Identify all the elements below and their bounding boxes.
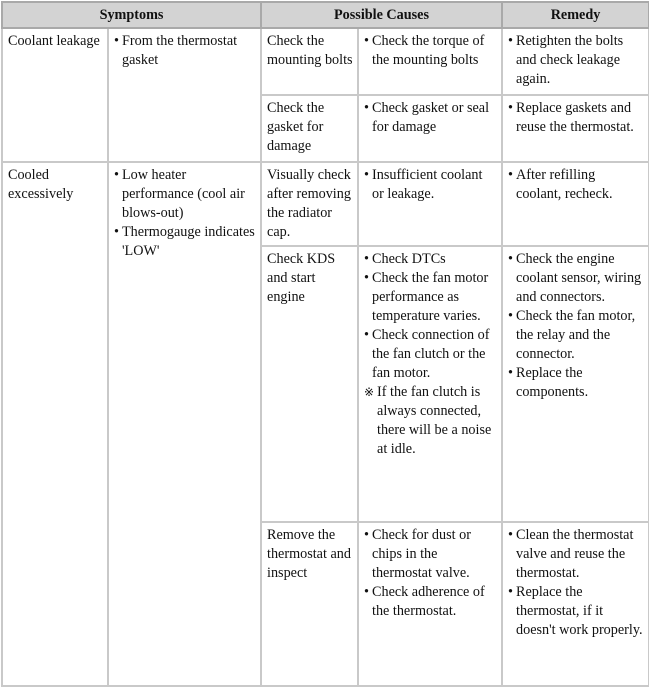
table-row — [2, 28, 649, 95]
cause-cell — [358, 28, 502, 95]
remedy-item: • Check the engine coolant sensor, wiring and connectors. — [508, 251, 642, 305]
remedy-cell — [502, 162, 649, 246]
cause-cell — [358, 522, 502, 686]
header-row — [2, 2, 649, 28]
remedy-cell — [502, 28, 649, 95]
symptom-details-cell — [108, 162, 261, 686]
check-cell: Check the gasket for damage — [261, 95, 358, 162]
check-cell: Remove the thermostat and inspect — [261, 522, 358, 686]
header-remedy: Remedy — [502, 2, 649, 28]
cause-note: ※ If the fan clutch is always connected, there will be a noise at idle. — [364, 384, 492, 457]
symptom-detail: • Low heater performance (cool air blows-out) — [114, 167, 245, 221]
cause-item: • Check adherence of the thermostat. — [364, 584, 485, 619]
symptom-cell: Cooled excessively — [2, 162, 108, 686]
cause-item: • Check the torque of the mounting bolts — [364, 33, 485, 68]
troubleshooting-table — [1, 1, 649, 687]
cause-cell — [358, 246, 502, 522]
symptom-detail: • From the thermostat gasket — [114, 33, 238, 68]
check-cell: Check KDS and start engine — [261, 246, 358, 522]
remedy-cell — [502, 95, 649, 162]
cause-cell — [358, 162, 502, 246]
table-row — [2, 162, 649, 246]
symptom-detail: • Thermogauge indicates 'LOW' — [114, 224, 255, 259]
remedy-cell — [502, 522, 649, 686]
note-mark-icon: ※ — [364, 385, 375, 399]
header-possible-causes: Possible Causes — [261, 2, 502, 28]
remedy-cell — [502, 246, 649, 522]
symptom-details-cell — [108, 28, 261, 162]
cause-item: • Check the fan motor performance as temperature varies. — [364, 270, 489, 324]
remedy-item: • Replace the thermostat, if it doesn't work properly. — [508, 584, 643, 638]
cause-item: • Check DTCs — [364, 251, 446, 267]
cause-item: • Check gasket or seal for damage — [364, 100, 490, 135]
remedy-item: • Check the fan motor, the relay and the connector. — [508, 308, 636, 362]
remedy-item: • Replace the components. — [508, 365, 589, 400]
remedy-item: • Clean the thermostat valve and reuse the thermostat. — [508, 527, 634, 581]
remedy-item: • After refilling coolant, recheck. — [508, 167, 613, 202]
cause-cell — [358, 95, 502, 162]
header-symptoms: Symptoms — [2, 2, 261, 28]
check-cell: Check the mounting bolts — [261, 28, 358, 95]
symptom-cell: Coolant leakage — [2, 28, 108, 162]
remedy-item: • Replace gaskets and reuse the thermostat. — [508, 100, 634, 135]
remedy-item: • Retighten the bolts and check leakage again. — [508, 33, 624, 87]
cause-item: • Check connection of the fan clutch or the fan motor. — [364, 327, 490, 381]
cause-item: • Insufficient coolant or leakage. — [364, 167, 483, 202]
cause-item: • Check for dust or chips in the thermostat valve. — [364, 527, 471, 581]
check-cell: Visually check after removing the radiator cap. — [261, 162, 358, 246]
